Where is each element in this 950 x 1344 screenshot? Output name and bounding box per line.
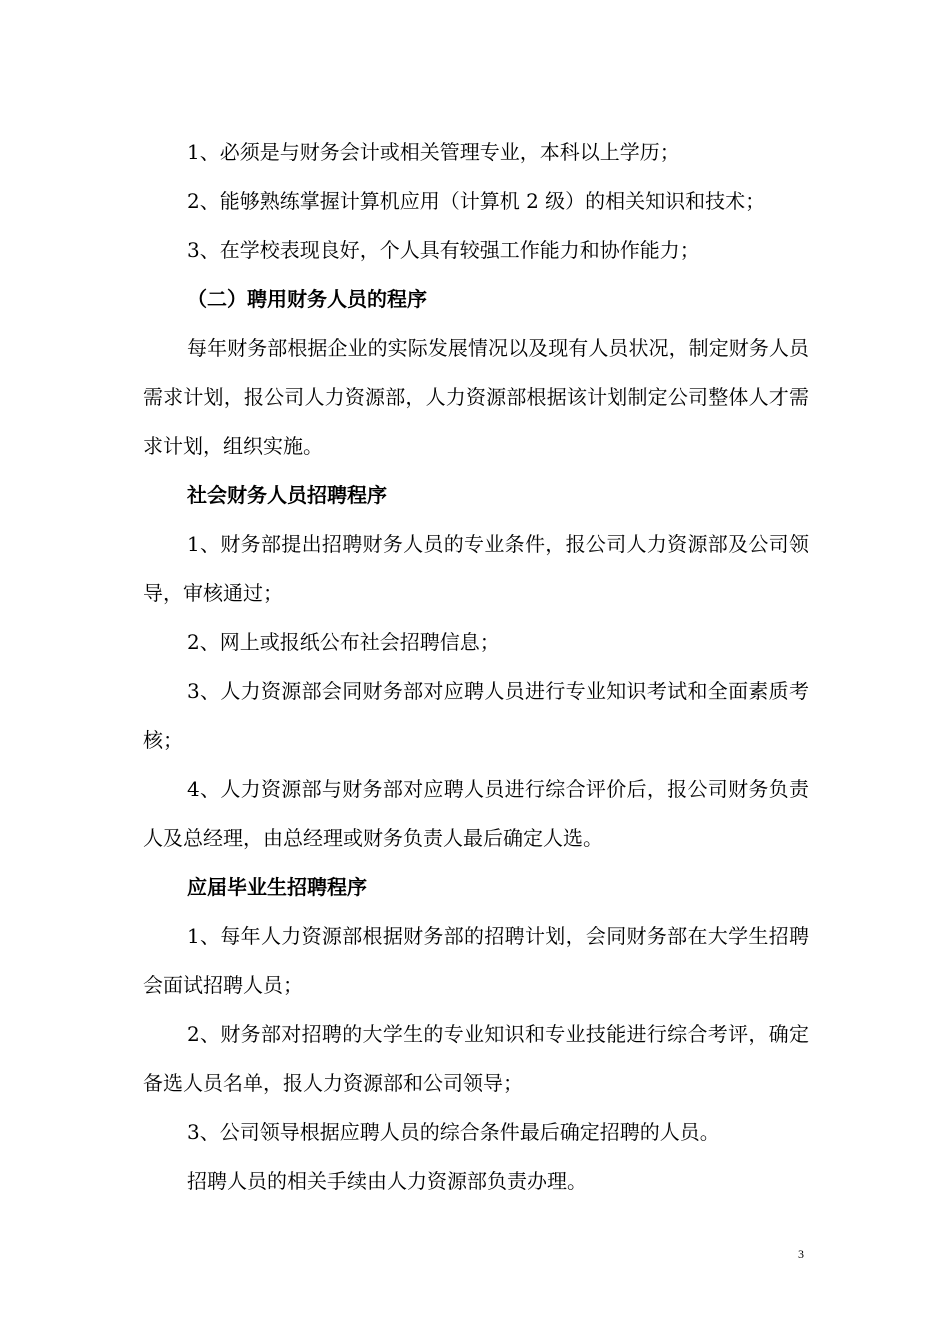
social-step-1: 1、财务部提出招聘财务人员的专业条件，报公司人力资源部及公司领导，审核通过； (143, 532, 809, 605)
graduate-step-1: 1、每年人力资源部根据财务部的招聘计划，会同财务部在大学生招聘会面试招聘人员； (143, 924, 809, 997)
requirement-3: 3、在学校表现良好，个人具有较强工作能力和协作能力； (187, 238, 700, 262)
social-step-3: 3、人力资源部会同财务部对应聘人员进行专业知识考试和全面素质考核； (143, 679, 809, 752)
page-number: 3 (798, 1247, 804, 1261)
graduate-step-3: 3、公司领导根据应聘人员的综合条件最后确定招聘的人员。 (187, 1120, 720, 1144)
subheading-graduate-recruitment: 应届毕业生招聘程序 (187, 875, 367, 899)
document-body (143, 128, 809, 1206)
subheading-social-recruitment: 社会财务人员招聘程序 (187, 483, 387, 507)
social-step-2: 2、网上或报纸公布社会招聘信息； (187, 630, 500, 654)
social-step-4: 4、人力资源部与财务部对应聘人员进行综合评价后，报公司财务负责人及总经理，由总经理或财务负责人最后确定人选。 (143, 777, 809, 850)
hiring-plan-paragraph: 每年财务部根据企业的实际发展情况以及现有人员状况，制定财务人员需求计划，报公司人力资源部，人力资源部根据该计划制定公司整体人才需求计划，组织实施。 (143, 336, 809, 458)
requirement-2: 2、能够熟练掌握计算机应用（计算机 2 级）的相关知识和技术； (187, 189, 766, 213)
closing-paragraph: 招聘人员的相关手续由人力资源部负责办理。 (187, 1169, 587, 1193)
section-heading-hiring-procedure: （二）聘用财务人员的程序 (187, 287, 427, 311)
graduate-step-2: 2、财务部对招聘的大学生的专业知识和专业技能进行综合考评，确定备选人员名单，报人力资源部和公司领导； (143, 1022, 809, 1095)
requirement-1: 1、必须是与财务会计或相关管理专业，本科以上学历； (187, 140, 680, 164)
